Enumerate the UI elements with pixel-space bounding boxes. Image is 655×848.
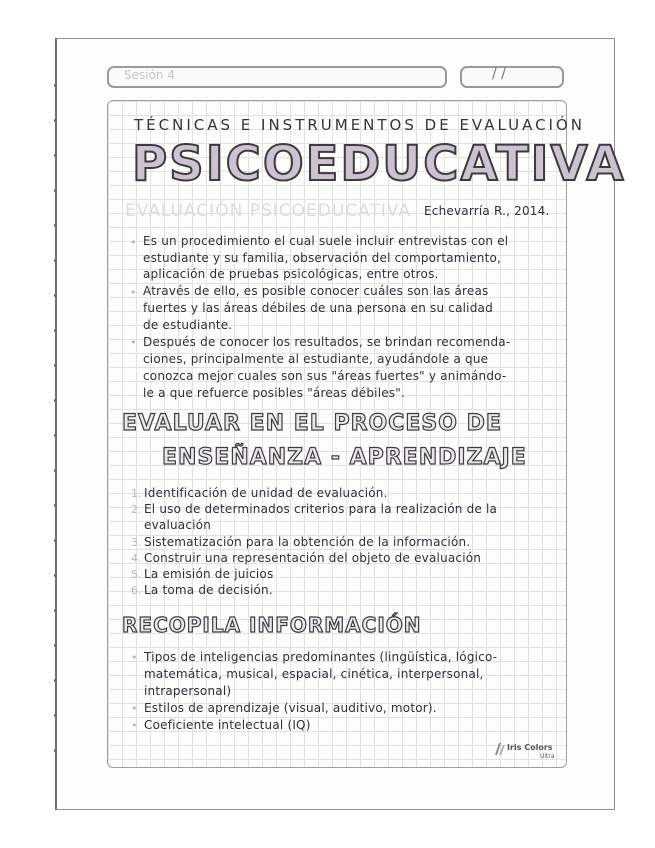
list-number: 4. (131, 552, 142, 565)
brand-sub: Ultra (540, 753, 555, 760)
intro-line: conozca mejor cuales son sus "áreas fuertes" y animándo- (143, 369, 507, 383)
section1-heading-line2: ENSEÑANZA - APRENDIZAJE (162, 445, 527, 470)
section2-item: matemática, musical, espacial, cinética, interpersonal, (144, 667, 484, 681)
section2-item: Coeficiente intelectual (IQ) (144, 718, 311, 732)
section1-item: Identificación de unidad de evaluación. (144, 486, 388, 500)
intro-line: ciones, principalmente al estudiante, ayudándole a que (143, 352, 489, 366)
date-slashes: / / (492, 66, 506, 82)
intro-line: fuertes y las áreas débiles de una persona en su calidad (143, 301, 493, 315)
intro-line: Es un procedimiento el cual suele incluir entrevistas con el (143, 234, 509, 248)
section2-item: Estilos de aprendizaje (visual, auditivo, motor). (144, 701, 437, 715)
intro-line: le a que refuerce posibles "áreas débiles". (143, 386, 405, 400)
section1-item: Construir una representación del objeto de evaluación (144, 551, 482, 565)
bullet-dot: • (131, 651, 138, 664)
intro-line: de estudiante. (143, 318, 233, 332)
section1-item: evaluación (144, 518, 212, 532)
main-title: PSICOEDUCATIVA (132, 136, 626, 192)
intro-line: Através de ello, es posible conocer cuáles son las áreas (143, 284, 489, 298)
title-top: TÉCNICAS E INSTRUMENTOS DE EVALUACIÓN (134, 116, 586, 134)
section2-item: intrapersonal) (144, 684, 232, 698)
list-number: 1. (131, 487, 142, 500)
list-number: 6. (131, 584, 142, 597)
session-label: Sesión 4 (124, 68, 175, 82)
citation: Echevarría R., 2014. (424, 204, 550, 218)
section2-heading: RECOPILA INFORMACIÓN (122, 613, 422, 637)
section1-heading-line1: EVALUAR EN EL PROCESO DE (122, 411, 502, 436)
list-number: 5. (131, 568, 142, 581)
bullet-dot: • (131, 719, 138, 732)
faded-subtitle: EVALUACIÓN PSICOEDUCATIVA (125, 201, 412, 221)
section1-item: Sistematización para la obtención de la información. (144, 535, 471, 549)
date-header-box (460, 66, 564, 88)
iris-logo-icon (494, 742, 506, 756)
section1-item: La emisión de juicios (144, 567, 274, 581)
intro-line: estudiante y su familia, observación del comportamiento, (143, 251, 502, 265)
bullet-dot: • (130, 236, 137, 249)
section1-item: El uso de determinados criterios para la realización de la (144, 502, 498, 516)
list-number: 3. (131, 536, 142, 549)
intro-line: Después de conocer los resultados, se brindan recomenda- (143, 335, 511, 349)
section2-item: Tipos de inteligencias predominantes (lingüística, lógico- (144, 650, 498, 664)
list-number: 2. (131, 503, 142, 516)
section1-item: La toma de decisión. (144, 583, 273, 597)
bullet-dot: • (130, 336, 137, 349)
bullet-dot: • (131, 702, 138, 715)
brand-name: Iris Colors (507, 743, 553, 752)
bullet-dot: • (130, 286, 137, 299)
intro-line: aplicación de pruebas psicológicas, entre otros. (143, 267, 439, 281)
